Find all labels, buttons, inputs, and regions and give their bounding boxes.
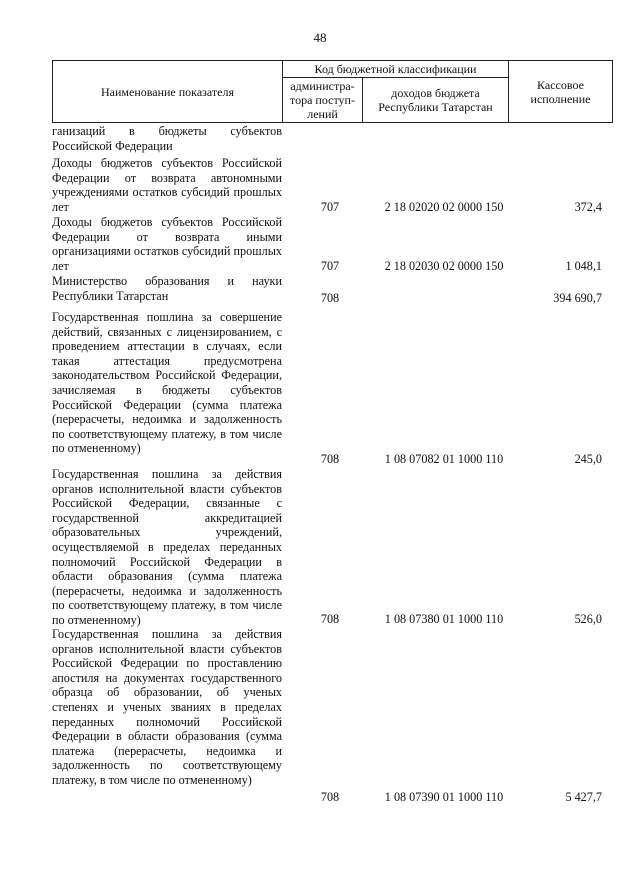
row-admin-code: 708 [320,612,340,627]
column-header-name: Наименование показателя [53,61,283,123]
row-name: Государственная пошлина за действия органов исполнительной власти субъектов Российской Федерации, связанные с государственной аккредитацией образовательных учреждений, осуществляемой в пределах переданных полномочий Российской Федерации в области образования (сумма платежа (перерасчеты, недоимка и задолженность по соответствующему платежу, в том числе по отмененному) [52,467,282,627]
row-admin-code: 707 [320,259,340,274]
row-name: Государственная пошлина за совершение действий, связанных с лицензированием, с проведением аттестации в случаях, если такая аттестация предусмотрена законодательством Российской Федерации, зачисляемая в бюджеты субъектов Российской Федерации (сумма платежа (перерасчеты, недоимка и задолженность по соответствующему платежу, в том числе по отмененному) [52,310,282,456]
table-row [52,215,612,274]
table-row [52,627,612,805]
row-amount: 1 048,1 [565,259,602,274]
row-name: Государственная пошлина за действия органов исполнительной власти субъектов Российской Федерации по проставлению апостиля на документах государственного образца об образовании, об ученых степенях и ученых званиях в пределах переданных полномочий Российской Федерации в области образования (сумма платежа (перерасчеты, недоимка и задолженность по соответствующему платежу, в том числе по отмененному) [52,627,282,787]
table-row [52,124,612,156]
table-header [52,60,613,123]
column-header-execution: Кассовое исполнение [509,61,613,123]
row-name: Доходы бюджетов субъектов Российской Федерации от возврата иными организациями остатков субсидий прошлых лет [52,215,282,273]
row-amount: 372,4 [574,200,602,215]
row-name: ганизаций в бюджеты субъектов Российской Федерации [52,124,282,153]
row-admin-code: 708 [320,452,340,467]
row-admin-code: 707 [320,200,340,215]
row-admin-code: 708 [320,790,340,805]
column-header-income-code: доходов бюджета Республики Татарстан [363,78,509,123]
row-income-code: 1 08 07390 01 1000 110 [384,790,504,805]
row-income-code: 1 08 07082 01 1000 110 [384,452,504,467]
row-amount: 245,0 [574,452,602,467]
row-income-code: 2 18 02020 02 0000 150 [384,200,504,215]
page-number: 48 [313,30,327,45]
row-admin-code: 708 [320,291,340,305]
table-row [52,156,612,215]
row-name: Доходы бюджетов субъектов Российской Федерации от возврата автономными учреждениями остатков субсидий прошлых лет [52,156,282,214]
row-amount: 394 690,7 [553,291,602,305]
table-body [52,124,612,805]
column-header-administrator: администра-тора поступ-лений [283,78,363,123]
row-income-code: 1 08 07380 01 1000 110 [384,612,504,627]
table-row [52,274,612,310]
row-name: Министерство образования и науки Республики Татарстан [52,274,282,303]
table-row [52,310,612,467]
row-amount: 5 427,7 [565,790,602,805]
column-group-budget-code: Код бюджетной классификации [283,61,509,78]
row-income-code: 2 18 02030 02 0000 150 [384,259,504,274]
row-amount: 526,0 [574,612,602,627]
table-row [52,467,612,627]
